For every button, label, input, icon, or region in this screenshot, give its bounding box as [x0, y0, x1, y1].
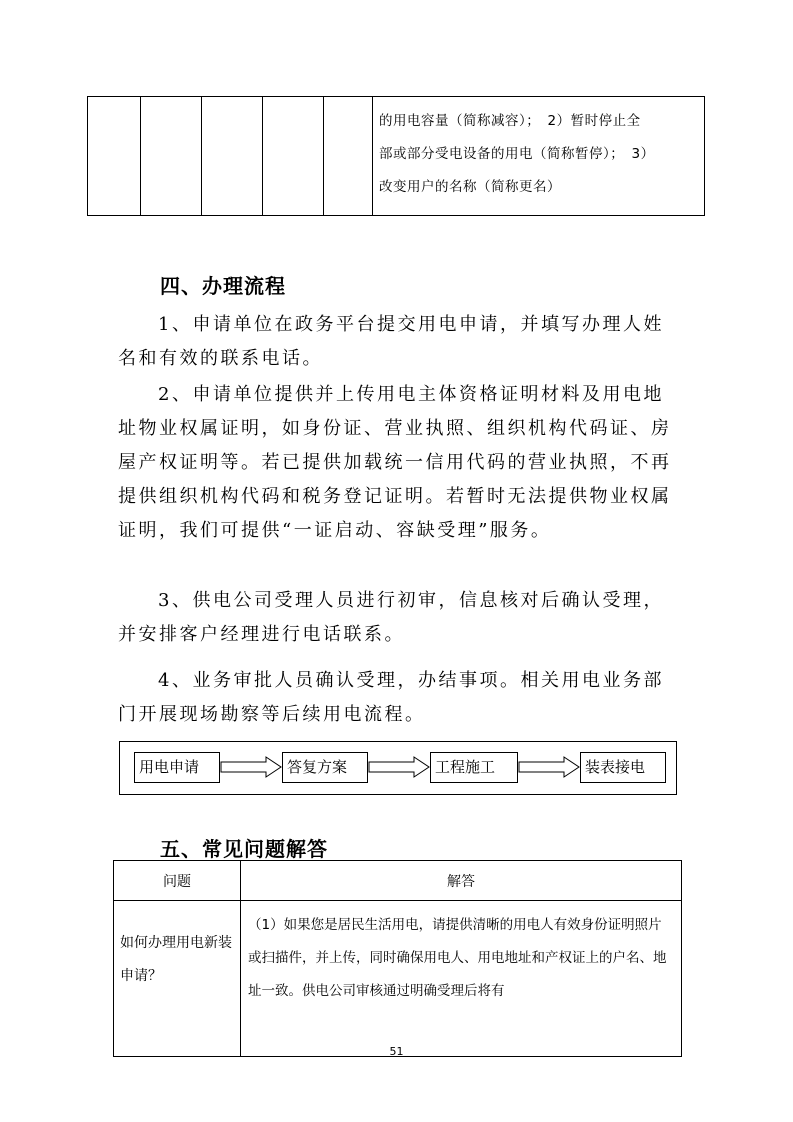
table-divider — [323, 97, 324, 215]
page-number: 51 — [389, 1045, 404, 1058]
continuation-cell-text — [379, 105, 699, 204]
paragraph-step-1: 1、申请单位在政务平台提交用电申请，并填写办理人姓名和有效的联系电话。 — [118, 314, 664, 369]
flow-step-apply: 用电申请 — [134, 752, 220, 783]
text-line: 改变用户的名称（简称更名） — [379, 179, 561, 195]
continuation-table — [87, 96, 705, 216]
faq-table — [113, 860, 682, 1057]
table-divider — [201, 97, 202, 215]
faq-question: 如何办理用电新装申请？ — [114, 901, 241, 1057]
section-heading-faq: 五、常见问题解答 — [160, 837, 328, 861]
flow-arrow-icon — [220, 756, 282, 778]
table-divider — [262, 97, 263, 215]
text-line: 部或部分受电设备的用电（简称暂停）； 3） — [379, 146, 655, 162]
flow-arrow-icon — [368, 756, 430, 778]
paragraph-step-3: 3、供电公司受理人员进行初审，信息核对后确认受理，并安排客户经理进行电话联系。 — [118, 590, 664, 645]
faq-answer: （1）如果您是居民生活用电，请提供清晰的用电人有效身份证明照片或扫描件，并上传，同时确保用电人、用电地址和产权证上的户名、地址一致。供电公司审核通过明确受理后将有 — [241, 901, 682, 1057]
table-divider — [140, 97, 141, 215]
flow-step-plan: 答复方案 — [282, 752, 368, 783]
flow-step-metering: 装表接电 — [580, 752, 666, 783]
flow-step-construction: 工程施工 — [430, 752, 518, 783]
faq-header-question: 问题 — [114, 861, 241, 901]
paragraph-step-2: 2、申请单位提供并上传用电主体资格证明材料及用电地址物业权属证明，如身份证、营业执照、组织机构代码证、房屋产权证明等。若已提供加载统一信用代码的营业执照，不再提供组织机构代码和税务登记证明。若暂时无法提供物业权属证明，我们可提供“一证启动、容缺受理”服务。 — [118, 384, 672, 541]
table-row — [114, 901, 682, 1057]
process-flowchart — [119, 741, 677, 795]
table-divider — [372, 97, 373, 215]
faq-header-row — [114, 861, 682, 901]
flow-arrow-icon — [518, 756, 580, 778]
text-line: 的用电容量（简称减容）； 2）暂时停止全 — [379, 113, 641, 129]
paragraph-step-4: 4、业务审批人员确认受理，办结事项。相关用电业务部门开展现场勘察等后续用电流程。 — [118, 670, 664, 725]
faq-header-answer: 解答 — [241, 861, 682, 901]
section-heading-process: 四、办理流程 — [160, 274, 286, 298]
